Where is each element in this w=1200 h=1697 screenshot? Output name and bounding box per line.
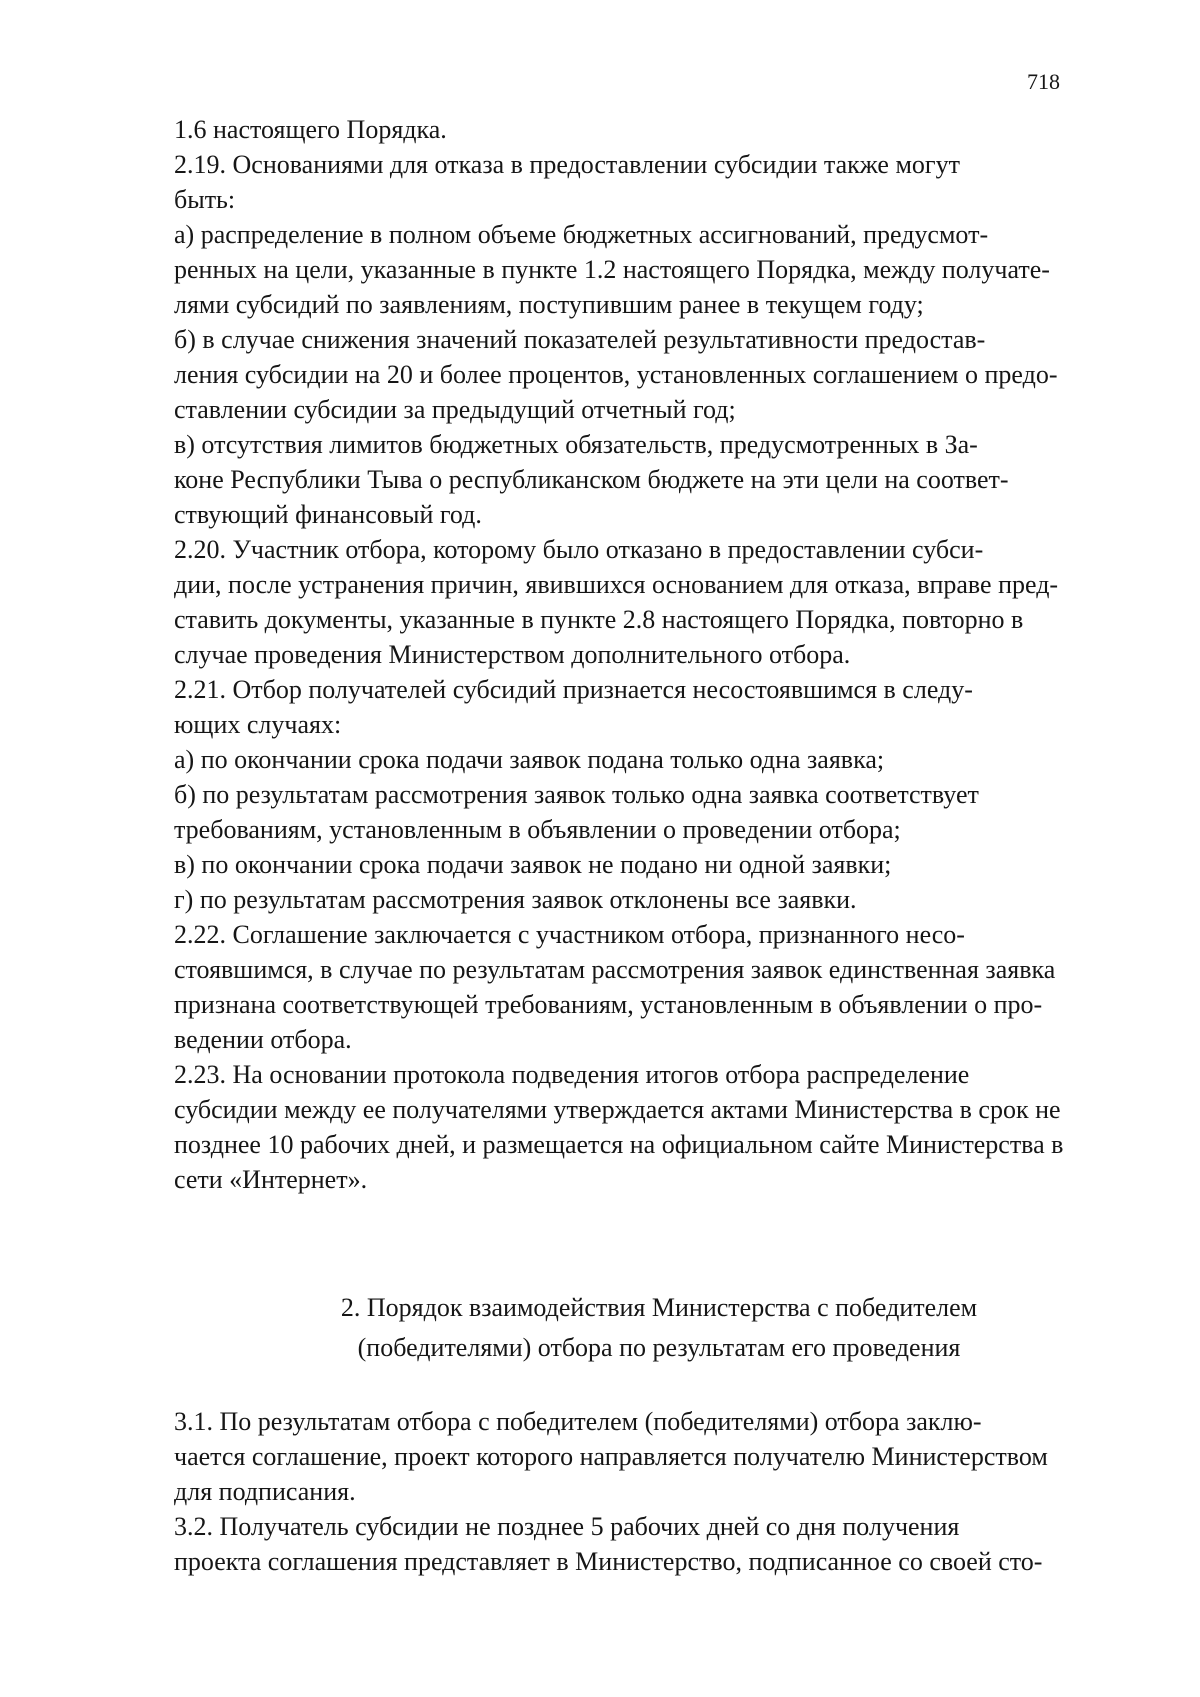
section-heading: 2. Порядок взаимодействия Министерства с победителем (победителями) отбора по результатам его проведения [340, 1293, 978, 1362]
paragraph-2-19: 2.19. Основаниями для отказа в предоставлении субсидии также могут быть: [174, 150, 960, 214]
page-number: 718 [1027, 69, 1060, 94]
paragraph-3-2: 3.2. Получатель субсидии не позднее 5 рабочих дней со дня получения проекта соглашения представляет в Министерство, подписанное со своей сто- [174, 1512, 1043, 1576]
body-text [174, 112, 1144, 1197]
paragraph-2-22: 2.22. Соглашение заключается с участником отбора, признанного несо- стоявшимся, в случае по результатам рассмотрения заявок единственная заявка признана соответствующей требованиям, установленным в объявлении о про- ведении отбора. [174, 920, 1056, 1054]
paragraph-2-21-b: б) по результатам рассмотрения заявок только одна заявка соответствует требованиям, установленным в объявлении о проведении отбора; [174, 780, 979, 844]
paragraph-2-23: 2.23. На основании протокола подведения итогов отбора распределение субсидии между ее получателями утверждается актами Министерства в срок не позднее 10 рабочих дней, и размещается на официальном сайте Министерства в сети «Интернет». [174, 1060, 1064, 1194]
body-text-section-3 [174, 1404, 1144, 1579]
paragraph-continuation: 1.6 настоящего Порядка. [174, 115, 447, 144]
paragraph-2-21: 2.21. Отбор получателей субсидий признается несостоявшимся в следу- ющих случаях: [174, 675, 973, 739]
paragraph-2-20: 2.20. Участник отбора, которому было отказано в предоставлении субси- дии, после устранения причин, явившихся основанием для отказа, вправе пред- ставить документы, указанные в пункте 2.8 настоящего Порядка, повторно в случае проведения Министерством дополнительного отбора. [174, 535, 1059, 669]
paragraph-2-19-a: а) распределение в полном объеме бюджетных ассигнований, предусмот- ренных на цели, указанные в пункте 1.2 настоящего Порядка, между получате- лями субсидий по заявлениям, поступившим ранее в текущем году; [174, 220, 1050, 319]
paragraph-2-21-v: в) по окончании срока подачи заявок не подано ни одной заявки; [174, 850, 892, 879]
paragraph-2-19-v: в) отсутствия лимитов бюджетных обязательств, предусмотренных в За- коне Республики Тыва о республиканском бюджете на эти цели на соответ- ствующий финансовый год. [174, 430, 1009, 529]
paragraph-2-21-a: а) по окончании срока подачи заявок подана только одна заявка; [174, 745, 885, 774]
paragraph-2-19-b: б) в случае снижения значений показателей результативности предостав- ления субсидии на 20 и более процентов, установленных соглашением о предо- ставлении субсидии за предыдущий отчетный год; [174, 325, 1058, 424]
paragraph-3-1: 3.1. По результатам отбора с победителем (победителями) отбора заклю- чается соглашение, проект которого направляется получателю Министерством для подписания. [174, 1407, 1048, 1506]
paragraph-2-21-g: г) по результатам рассмотрения заявок отклонены все заявки. [174, 885, 857, 914]
